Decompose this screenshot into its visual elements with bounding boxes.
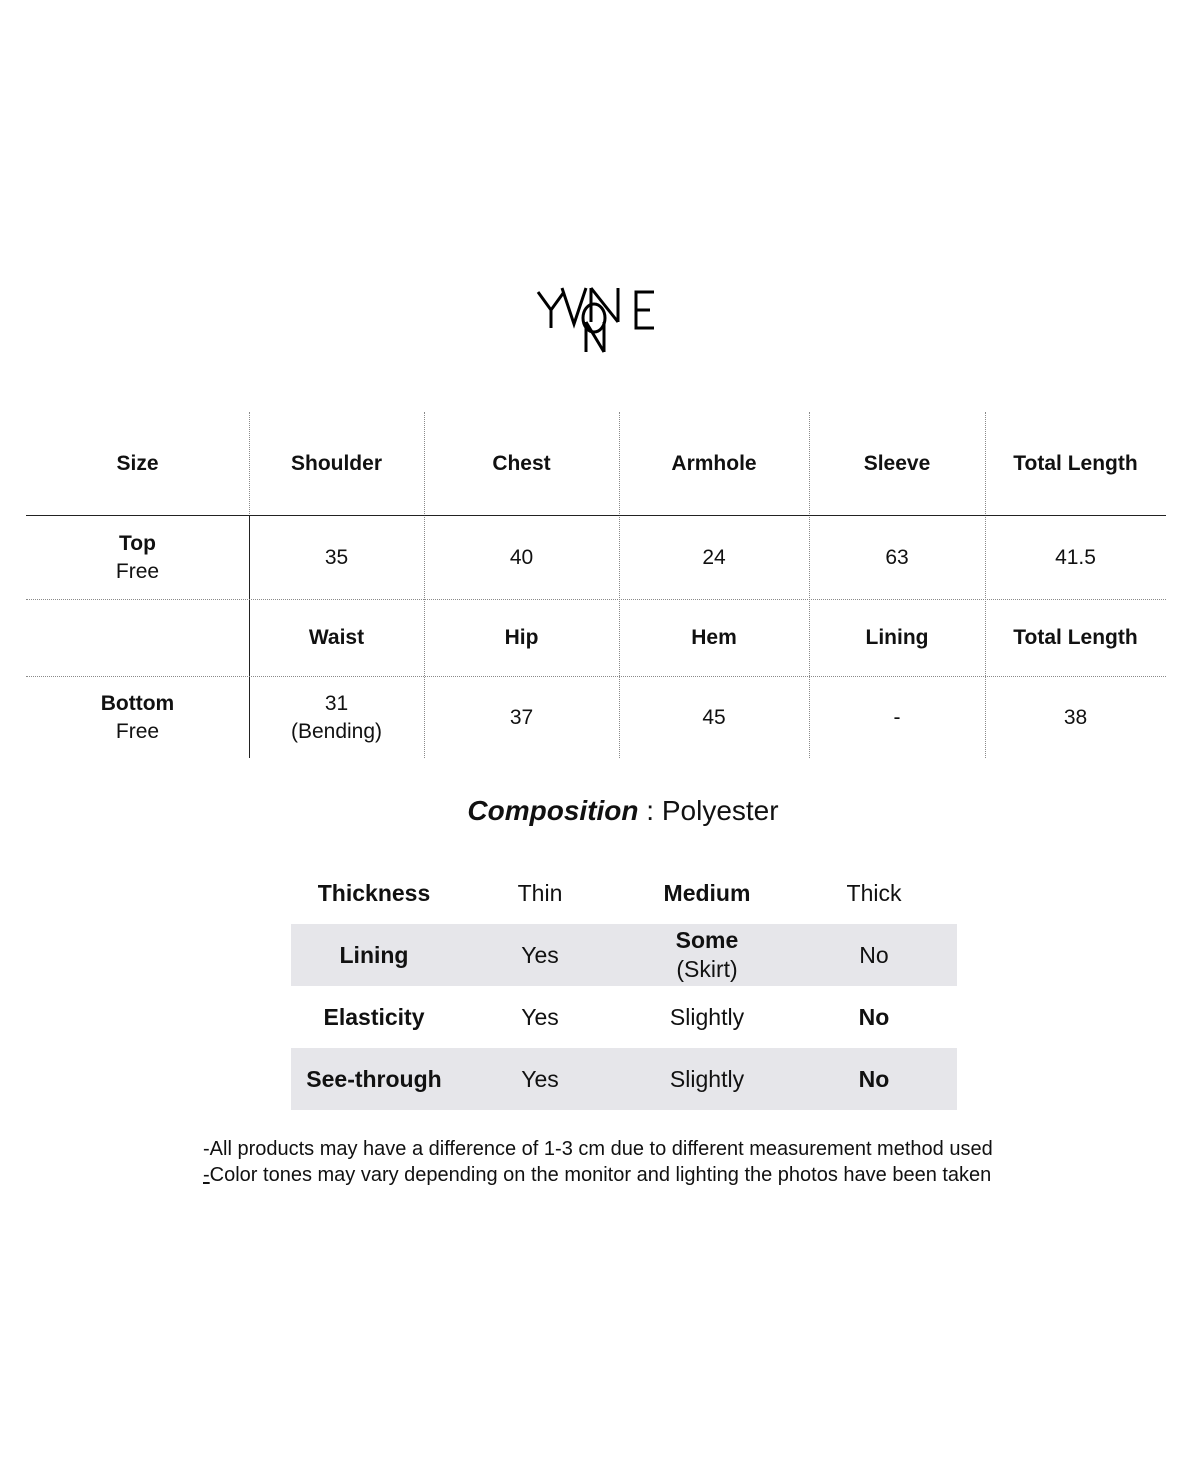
- bottom-waist-value: [249, 677, 424, 758]
- disclaimer-notes: [203, 1136, 993, 1188]
- composition-label: Composition: [467, 795, 639, 826]
- bottom-total-length-value: 38: [1063, 705, 1088, 729]
- lining-some-note: (Skirt): [676, 956, 738, 982]
- header-waist: Waist: [308, 626, 365, 649]
- bottom-lining-value: -: [893, 705, 901, 729]
- top-chest-value: 40: [509, 545, 534, 569]
- thickness-label: Thickness: [317, 879, 431, 906]
- row-label-bottom: [26, 677, 249, 758]
- composition-value: Polyester: [661, 795, 779, 826]
- lining-some: [623, 924, 791, 986]
- fabric-row-elasticity: [291, 986, 957, 1048]
- bottom-size: Free: [115, 719, 160, 743]
- note-line-2-dash: -: [203, 1164, 210, 1186]
- see-through-yes: Yes: [521, 1065, 559, 1092]
- top-total-length-value: 41.5: [1055, 545, 1096, 569]
- size-table: [26, 412, 1166, 758]
- thickness-thick: Thick: [846, 879, 902, 906]
- fabric-header-row: [291, 862, 957, 924]
- lining-label: Lining: [339, 941, 409, 968]
- bottom-name: Bottom: [100, 691, 175, 715]
- lining-yes: Yes: [521, 941, 559, 968]
- header-hip: Hip: [504, 626, 539, 649]
- header-lining: Lining: [865, 626, 929, 649]
- composition-separator: :: [638, 795, 662, 826]
- top-size: Free: [115, 559, 160, 583]
- top-name: Top: [119, 531, 156, 555]
- thickness-medium: Medium: [663, 879, 751, 906]
- note-line-2: [203, 1162, 993, 1188]
- fabric-row-lining: [291, 924, 957, 986]
- lining-no: No: [859, 941, 889, 968]
- header-sleeve: Sleeve: [863, 451, 931, 475]
- elasticity-slightly: Slightly: [669, 1003, 745, 1030]
- top-sleeve-value: 63: [885, 545, 909, 569]
- fabric-table: [291, 862, 957, 1110]
- lining-some-label: Some: [675, 927, 739, 953]
- see-through-label: See-through: [306, 1065, 442, 1092]
- row-label-top: [26, 516, 249, 599]
- bottom-hip-value: 37: [509, 705, 534, 729]
- header-size: Size: [116, 451, 159, 475]
- top-shoulder-value: 35: [324, 545, 349, 569]
- elasticity-no: No: [858, 1003, 890, 1030]
- fabric-row-see-through: [291, 1048, 957, 1110]
- header-bottom-total-length: Total Length: [1013, 626, 1138, 649]
- bottom-hem-value: 45: [702, 705, 726, 729]
- header-shoulder: Shoulder: [290, 451, 382, 475]
- see-through-slightly: Slightly: [669, 1065, 745, 1092]
- header-hem: Hem: [691, 626, 737, 649]
- waist-note: (Bending): [290, 719, 383, 743]
- elasticity-label: Elasticity: [323, 1003, 425, 1030]
- top-armhole-value: 24: [702, 545, 726, 569]
- header-armhole: Armhole: [671, 451, 757, 475]
- composition: [0, 795, 1186, 827]
- waist-value: 31: [324, 691, 349, 715]
- see-through-no: No: [858, 1065, 890, 1092]
- elasticity-yes: Yes: [521, 1003, 559, 1030]
- brand-logo: [536, 278, 658, 356]
- thickness-thin: Thin: [517, 879, 563, 906]
- header-total-length: Total Length: [1013, 451, 1138, 475]
- note-line-2-text: Color tones may vary depending on the monitor and lighting the photos have been taken: [209, 1164, 992, 1186]
- note-line-1: -All products may have a difference of 1-3 cm due to different measurement method used: [203, 1138, 993, 1160]
- header-chest: Chest: [492, 451, 551, 475]
